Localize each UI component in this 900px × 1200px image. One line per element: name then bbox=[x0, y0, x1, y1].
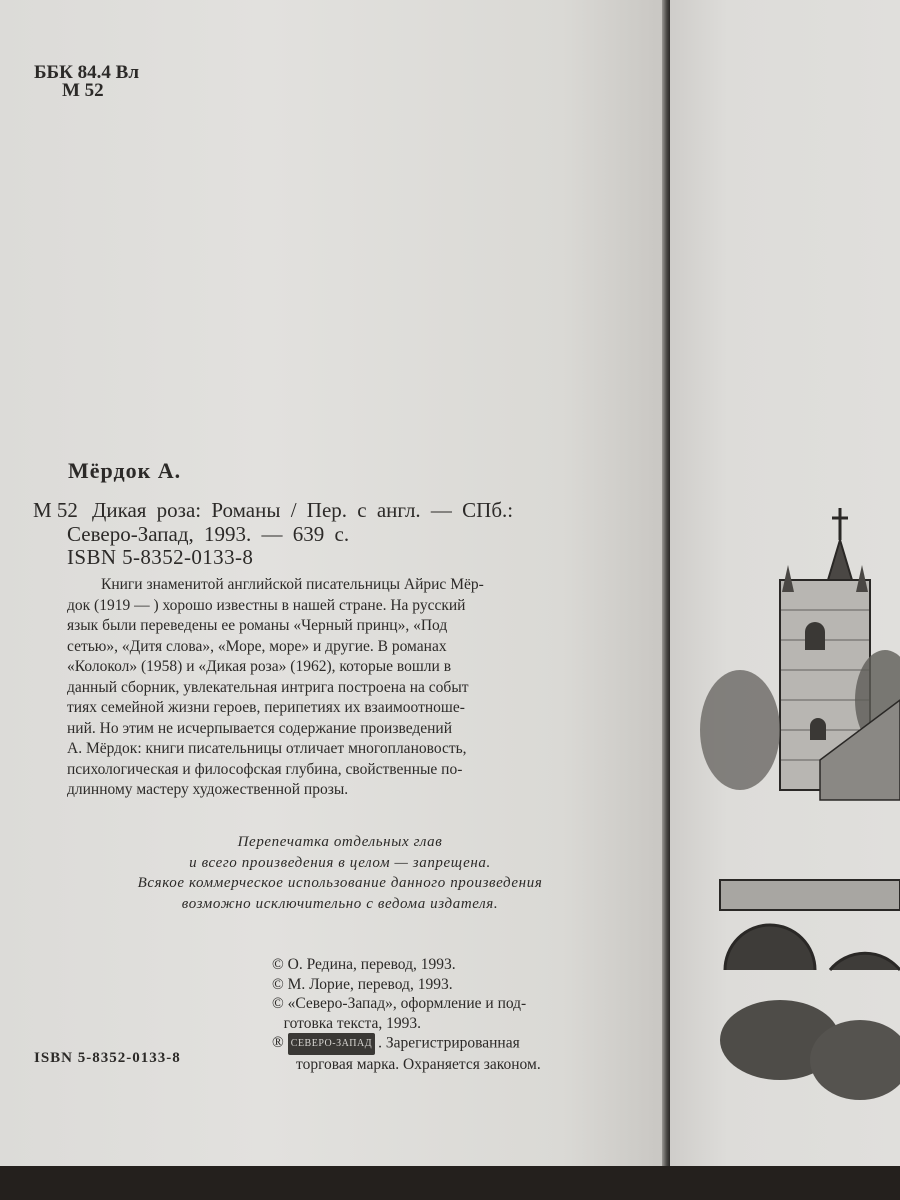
reprint-notice bbox=[60, 832, 620, 914]
bib-publisher-line: Северо-Запад, 1993. — 639 с. bbox=[67, 522, 350, 546]
notice-line: и всего произведения в целом — запрещена. bbox=[189, 854, 491, 871]
annotation-line: сетью», «Дитя слова», «Море, море» и другие. В романах bbox=[67, 637, 447, 655]
annotation-line: ний. Но этим не исчерпывается содержание произведений bbox=[67, 719, 453, 737]
notice-line: возможно исключительно с ведома издателя. bbox=[181, 895, 499, 912]
copyright-block bbox=[272, 955, 541, 1074]
trademark-line-2: торговая марка. Охраняется законом. bbox=[296, 1055, 541, 1073]
registered-mark: ® bbox=[272, 1034, 284, 1052]
notice-line: Всякое коммерческое использование данного произведения bbox=[137, 875, 543, 891]
annotation-line: А. Мёрдок: книги писательницы отличает многоплановость, bbox=[67, 740, 467, 757]
bib-isbn: ISBN 5-8352-0133-8 bbox=[67, 545, 254, 569]
book-spine bbox=[662, 0, 670, 1200]
annotation-line: док (1919 — ) хорошо известны в нашей стране. На русский bbox=[67, 596, 466, 614]
cover-edge bbox=[0, 1166, 900, 1200]
annotation-line: данный сборник, увлекательная интрига построена на событ bbox=[67, 678, 469, 696]
copyright-line: готовка текста, 1993. bbox=[272, 1014, 421, 1032]
church-illustration bbox=[670, 500, 900, 1100]
trademark-text: . Зарегистрированная bbox=[378, 1034, 520, 1052]
annotation bbox=[67, 575, 617, 801]
author-name: Мёрдок А. bbox=[68, 458, 182, 483]
annotation-line: длинному мастеру художественной прозы. bbox=[67, 781, 349, 798]
copyright-line: © О. Редина, перевод, 1993. bbox=[272, 956, 456, 973]
copyright-line: © М. Лорие, перевод, 1993. bbox=[272, 975, 453, 993]
publisher-logo: СЕВЕРО-ЗАПАД bbox=[288, 1033, 375, 1055]
isbn-bottom: ISBN 5-8352-0133-8 bbox=[34, 1050, 181, 1066]
trademark-line bbox=[272, 1033, 541, 1055]
annotation-line: Книги знаменитой английской писательницы Айрис Мёр- bbox=[101, 576, 484, 593]
notice-line: Перепечатка отдельных глав bbox=[237, 834, 443, 850]
annotation-line: психологическая и философская глубина, свойственные по- bbox=[67, 760, 463, 778]
bib-title-line: Дикая роза: Романы / Пер. с англ. — СПб.: bbox=[92, 498, 514, 522]
bbk-code: ББК 84.4 Вл bbox=[34, 62, 139, 83]
right-page bbox=[670, 0, 900, 1180]
annotation-line: язык были переведены ее романы «Черный принц», «Под bbox=[67, 617, 448, 634]
author-mark: М 52 bbox=[62, 80, 104, 101]
copyright-line: © «Северо-Запад», оформление и под- bbox=[272, 995, 527, 1012]
annotation-line: «Колокол» (1958) и «Дикая роза» (1962), которые вошли в bbox=[67, 658, 452, 675]
annotation-line: тиях семейной жизни героев, перипетиях их взаимоотноше- bbox=[67, 699, 465, 716]
bib-code: М 52 bbox=[33, 498, 78, 522]
